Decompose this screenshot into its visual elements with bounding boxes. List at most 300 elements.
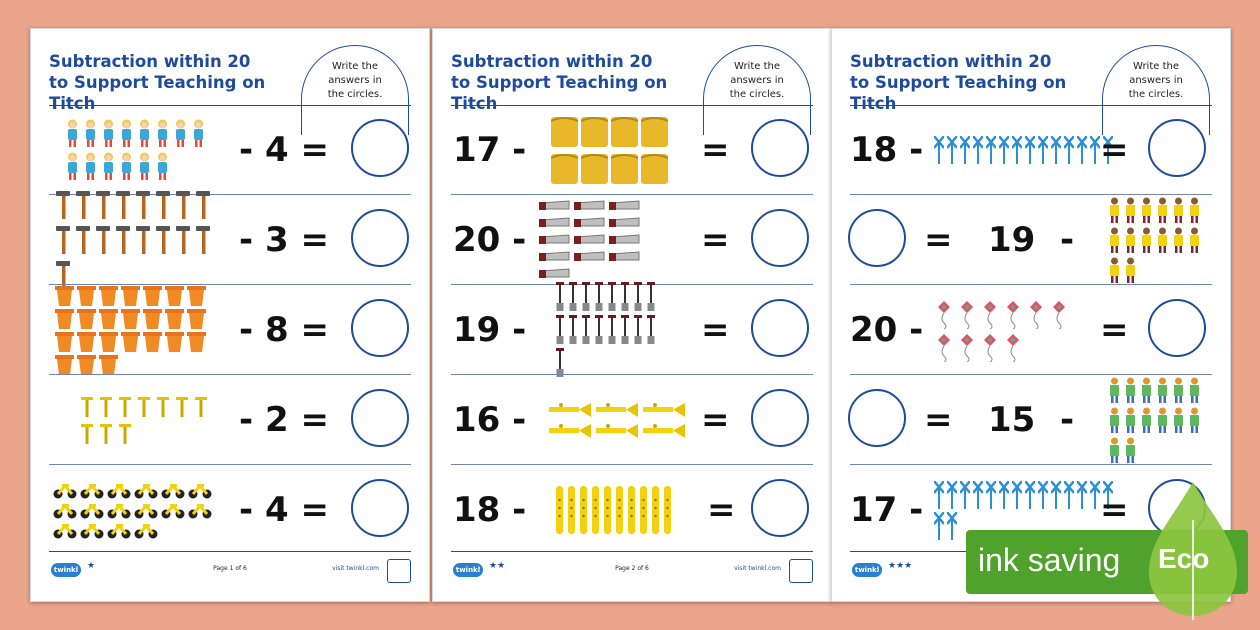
kite-icon <box>1049 299 1069 329</box>
hammer-icon <box>155 189 172 221</box>
child-green-icon <box>1140 407 1153 434</box>
twinkl-logo: twinkl <box>51 563 81 577</box>
difficulty-stars: ★★ <box>489 561 506 571</box>
windmill-icon <box>999 481 1009 509</box>
trumpet-icon <box>641 401 685 419</box>
note-line-2: answers in <box>730 75 784 86</box>
nail-icon <box>155 395 171 419</box>
windmill-pictures <box>934 109 1114 191</box>
kite-icon <box>980 299 1000 329</box>
windmill-icon <box>1012 136 1022 164</box>
doll-icon <box>137 152 152 182</box>
flower-pot-icon <box>55 355 74 375</box>
note-line-2: answers in <box>328 75 382 86</box>
child-green-icon <box>1172 407 1185 434</box>
hay-bale-icon <box>611 115 638 149</box>
doll-icon <box>155 152 170 182</box>
answer-circle[interactable] <box>351 119 409 177</box>
start-number: 18 - <box>850 130 924 170</box>
child-yellow-icon <box>1108 257 1121 284</box>
kite-icon <box>980 332 1000 362</box>
hay-bale-icon <box>551 115 578 149</box>
windmill-icon <box>934 481 944 509</box>
note-line-1: Write the <box>734 61 780 72</box>
child-green-icon <box>1124 437 1137 464</box>
answer-circle[interactable] <box>751 119 809 177</box>
windmill-icon <box>1025 481 1035 509</box>
instruction-note <box>1103 60 1209 102</box>
spade-icon <box>646 315 656 345</box>
doll-pictures <box>65 109 215 191</box>
windmill-icon <box>1025 136 1035 164</box>
flower-pot-icon <box>99 286 118 306</box>
hay-bale-icon <box>581 115 608 149</box>
operator: = <box>1100 310 1129 350</box>
operator: - <box>1060 220 1075 260</box>
spade-icon <box>620 282 630 312</box>
flower-pot-icon <box>99 355 118 375</box>
nail-icon <box>193 395 209 419</box>
problem-row <box>49 195 411 285</box>
kite-icon <box>1003 332 1023 362</box>
child-green-icon <box>1156 407 1169 434</box>
title-line-2: to Support Teaching on Titch <box>451 73 668 113</box>
spade-icon <box>607 282 617 312</box>
saw-icon <box>539 250 571 264</box>
flower-pot-icon <box>143 309 162 329</box>
recorder-icon <box>591 486 600 534</box>
flower-pot-pictures <box>55 289 225 371</box>
tricycle-pictures <box>53 469 225 551</box>
problem-row <box>850 285 1212 375</box>
child-yellow-icon <box>1124 227 1137 254</box>
problem-row <box>451 195 813 285</box>
child-green-icon <box>1140 377 1153 404</box>
trumpet-icon <box>594 422 638 440</box>
quality-badge-icon <box>789 559 813 583</box>
spade-icon <box>581 282 591 312</box>
operator: - 4 = <box>239 130 329 170</box>
hay-bale-icon <box>641 115 668 149</box>
recorder-icon <box>567 486 576 534</box>
child-green-icon <box>1108 437 1121 464</box>
note-line-1: Write the <box>1133 61 1179 72</box>
problem-row <box>49 105 411 195</box>
operator: = <box>1100 490 1129 530</box>
saw-icon <box>574 250 606 264</box>
answer-circle[interactable] <box>751 299 809 357</box>
answer-circle[interactable] <box>351 299 409 357</box>
windmill-icon <box>947 481 957 509</box>
saw-icon <box>574 216 606 230</box>
spade-icon <box>633 282 643 312</box>
operator: - <box>1060 400 1075 440</box>
operator: - 3 = <box>239 220 329 260</box>
spade-pictures <box>555 289 665 371</box>
spade-icon <box>568 282 578 312</box>
windmill-icon <box>1012 481 1022 509</box>
spade-icon <box>607 315 617 345</box>
problem-row <box>451 105 813 195</box>
answer-circle[interactable] <box>751 479 809 537</box>
footer-divider <box>451 551 813 552</box>
note-line-3: the circles. <box>1128 89 1184 100</box>
flower-pot-icon <box>143 332 162 352</box>
hay-bale-icon <box>611 152 638 186</box>
tricycle-icon <box>53 522 77 539</box>
windmill-icon <box>999 136 1009 164</box>
answer-circle[interactable] <box>848 389 906 447</box>
recorder-pictures <box>555 469 695 551</box>
windmill-icon <box>1064 481 1074 509</box>
kite-icon <box>957 332 977 362</box>
kite-icon <box>1003 299 1023 329</box>
hammer-icon <box>55 189 72 221</box>
operator: = <box>707 490 736 530</box>
recorder-icon <box>615 486 624 534</box>
doll-icon <box>119 152 134 182</box>
child-green-icon <box>1124 377 1137 404</box>
windmill-icon <box>1077 481 1087 509</box>
nail-icon <box>136 395 152 419</box>
nail-icon <box>117 422 133 446</box>
child-yellow-icon <box>1140 227 1153 254</box>
title-line-1: Subtraction within 20 <box>850 52 1052 71</box>
problem-row <box>451 375 813 465</box>
problem-row <box>451 285 813 375</box>
child-green-icon <box>1172 377 1185 404</box>
hammer-icon <box>195 189 212 221</box>
tricycle-icon <box>53 502 77 519</box>
tricycle-icon <box>188 502 212 519</box>
spade-icon <box>594 282 604 312</box>
twinkl-logo: twinkl <box>453 563 483 577</box>
hammer-icon <box>95 224 112 256</box>
child-yellow-icon <box>1172 197 1185 224</box>
answer-circle[interactable] <box>351 479 409 537</box>
problem-row <box>49 285 411 375</box>
kite-pictures <box>934 289 1084 371</box>
start-number: 19 <box>988 220 1036 260</box>
hammer-icon <box>155 224 172 256</box>
saw-icon <box>574 233 606 247</box>
flower-pot-icon <box>121 332 140 352</box>
tricycle-icon <box>107 502 131 519</box>
tricycle-icon <box>107 482 131 499</box>
tricycle-icon <box>80 502 104 519</box>
flower-pot-icon <box>55 309 74 329</box>
equals-sign: = <box>924 220 953 260</box>
answer-circle[interactable] <box>848 209 906 267</box>
child-yellow-icon <box>1108 197 1121 224</box>
child-yellow-icon <box>1156 227 1169 254</box>
saw-icon <box>609 216 641 230</box>
flower-pot-icon <box>77 355 96 375</box>
tricycle-icon <box>134 482 158 499</box>
operator: = <box>701 130 730 170</box>
hammer-icon <box>95 189 112 221</box>
recorder-icon <box>555 486 564 534</box>
windmill-icon <box>986 481 996 509</box>
doll-icon <box>101 119 116 149</box>
child-green-icon <box>1188 407 1201 434</box>
nail-icon <box>117 395 133 419</box>
tricycle-icon <box>134 522 158 539</box>
child-green-icon <box>1156 377 1169 404</box>
flower-pot-icon <box>121 286 140 306</box>
answer-circle[interactable] <box>351 389 409 447</box>
child-yellow-icon <box>1124 197 1137 224</box>
operator: - 4 = <box>239 490 329 530</box>
saw-icon <box>609 199 641 213</box>
child-yellow-icon <box>1108 227 1121 254</box>
windmill-icon <box>1077 136 1087 164</box>
operator: = <box>701 310 730 350</box>
recorder-icon <box>663 486 672 534</box>
trumpet-icon <box>547 422 591 440</box>
nail-icon <box>79 422 95 446</box>
title-line-2: to Support Teaching on Titch <box>850 73 1067 113</box>
saw-pictures <box>539 199 669 281</box>
tricycle-icon <box>161 502 185 519</box>
windmill-icon <box>947 512 957 540</box>
hay-bale-icon <box>581 152 608 186</box>
page-number: Page 2 of 6 <box>615 565 649 572</box>
start-number: 18 - <box>453 490 527 530</box>
flower-pot-icon <box>77 309 96 329</box>
child-yellow-pictures <box>1108 199 1214 281</box>
windmill-icon <box>1090 136 1100 164</box>
flower-pot-icon <box>187 286 206 306</box>
hay-bale-pictures <box>551 109 671 191</box>
hammer-icon <box>135 189 152 221</box>
twinkl-logo: twinkl <box>852 563 882 577</box>
start-number: 20 - <box>453 220 527 260</box>
answer-circle[interactable] <box>1148 299 1206 357</box>
note-line-3: the circles. <box>327 89 383 100</box>
windmill-icon <box>986 136 996 164</box>
start-number: 20 - <box>850 310 924 350</box>
title-line-1: Subtraction within 20 <box>49 52 251 71</box>
spade-icon <box>555 282 565 312</box>
trumpet-icon <box>594 401 638 419</box>
hammer-icon <box>175 224 192 256</box>
hammer-icon <box>115 189 132 221</box>
start-number: 19 - <box>453 310 527 350</box>
windmill-icon <box>1051 481 1061 509</box>
child-green-icon <box>1108 407 1121 434</box>
nail-icon <box>174 395 190 419</box>
start-number: 17 - <box>850 490 924 530</box>
nail-icon <box>98 395 114 419</box>
kite-icon <box>934 299 954 329</box>
note-line-1: Write the <box>332 61 378 72</box>
hammer-icon <box>115 224 132 256</box>
hammer-icon <box>75 224 92 256</box>
flower-pot-icon <box>77 332 96 352</box>
hammer-icon <box>75 189 92 221</box>
windmill-icon <box>1038 136 1048 164</box>
recorder-icon <box>639 486 648 534</box>
child-yellow-icon <box>1172 227 1185 254</box>
doll-icon <box>191 119 206 149</box>
doll-icon <box>101 152 116 182</box>
saw-icon <box>539 216 571 230</box>
tricycle-icon <box>134 502 158 519</box>
start-number: 17 - <box>453 130 527 170</box>
flower-pot-icon <box>55 332 74 352</box>
difficulty-stars: ★ <box>87 561 96 571</box>
doll-icon <box>155 119 170 149</box>
operator: - 8 = <box>239 310 329 350</box>
difficulty-stars: ★★★ <box>888 561 913 571</box>
windmill-icon <box>1090 481 1100 509</box>
spade-icon <box>581 315 591 345</box>
doll-icon <box>83 152 98 182</box>
child-green-icon <box>1188 377 1201 404</box>
hammer-icon <box>55 224 72 256</box>
footer-divider <box>49 551 411 552</box>
nail-pictures <box>79 379 209 461</box>
hammer-icon <box>175 189 192 221</box>
quality-badge-icon <box>387 559 411 583</box>
equals-sign: = <box>924 400 953 440</box>
ink-saving-label: ink saving <box>978 542 1121 578</box>
note-line-3: the circles. <box>729 89 785 100</box>
start-number: 16 - <box>453 400 527 440</box>
child-green-icon <box>1124 407 1137 434</box>
instruction-note <box>704 60 810 102</box>
flower-pot-icon <box>165 309 184 329</box>
doll-icon <box>65 119 80 149</box>
tricycle-icon <box>188 482 212 499</box>
operator: - 2 = <box>239 400 329 440</box>
kite-icon <box>957 299 977 329</box>
windmill-icon <box>947 136 957 164</box>
kite-icon <box>1026 299 1046 329</box>
child-green-icon <box>1108 377 1121 404</box>
saw-icon <box>609 250 641 264</box>
windmill-icon <box>1064 136 1074 164</box>
problem-row <box>49 375 411 465</box>
flower-pot-icon <box>187 309 206 329</box>
operator: = <box>1100 130 1129 170</box>
problem-row <box>49 465 411 555</box>
doll-icon <box>83 119 98 149</box>
saw-icon <box>574 199 606 213</box>
page-number: Page 1 of 6 <box>213 565 247 572</box>
problem-row <box>451 465 813 555</box>
problem-row <box>850 375 1212 465</box>
answer-circle[interactable] <box>1148 119 1206 177</box>
title-line-1: Subtraction within 20 <box>451 52 653 71</box>
doll-icon <box>65 152 80 182</box>
title-line-2: to Support Teaching on Titch <box>49 73 266 113</box>
hammer-icon <box>135 224 152 256</box>
start-number: 15 <box>988 400 1036 440</box>
spade-icon <box>555 315 565 345</box>
trumpet-pictures <box>547 379 697 461</box>
visit-link[interactable]: visit twinkl.com <box>734 565 781 572</box>
spade-icon <box>594 315 604 345</box>
windmill-icon <box>973 481 983 509</box>
eco-word: Eco <box>1158 543 1210 574</box>
saw-icon <box>539 233 571 247</box>
tricycle-icon <box>161 482 185 499</box>
windmill-icon <box>1038 481 1048 509</box>
child-yellow-icon <box>1156 197 1169 224</box>
hay-bale-icon <box>551 152 578 186</box>
windmill-icon <box>1051 136 1061 164</box>
recorder-icon <box>627 486 636 534</box>
flower-pot-icon <box>99 332 118 352</box>
spade-icon <box>568 315 578 345</box>
flower-pot-icon <box>143 286 162 306</box>
answer-circle[interactable] <box>351 209 409 267</box>
child-yellow-icon <box>1188 197 1201 224</box>
windmill-icon <box>960 136 970 164</box>
flower-pot-icon <box>99 309 118 329</box>
instruction-note <box>302 60 408 102</box>
flower-pot-icon <box>77 286 96 306</box>
hammer-icon <box>195 224 212 256</box>
recorder-icon <box>579 486 588 534</box>
trumpet-icon <box>547 401 591 419</box>
tricycle-icon <box>53 482 77 499</box>
flower-pot-icon <box>121 309 140 329</box>
tricycle-icon <box>107 522 131 539</box>
problem-row <box>850 195 1212 285</box>
hay-bale-icon <box>641 152 668 186</box>
saw-icon <box>539 267 571 281</box>
child-yellow-icon <box>1140 197 1153 224</box>
operator: = <box>701 400 730 440</box>
spade-icon <box>633 315 643 345</box>
doll-icon <box>173 119 188 149</box>
trumpet-icon <box>641 422 685 440</box>
flower-pot-icon <box>165 286 184 306</box>
spade-icon <box>620 315 630 345</box>
flower-pot-icon <box>55 286 74 306</box>
answer-circle[interactable] <box>751 389 809 447</box>
nail-icon <box>79 395 95 419</box>
nail-icon <box>98 422 114 446</box>
windmill-icon <box>973 136 983 164</box>
visit-link[interactable]: visit twinkl.com <box>332 565 379 572</box>
child-yellow-icon <box>1188 227 1201 254</box>
operator: = <box>701 220 730 260</box>
kite-icon <box>934 332 954 362</box>
child-yellow-icon <box>1124 257 1137 284</box>
saw-icon <box>609 233 641 247</box>
answer-circle[interactable] <box>751 209 809 267</box>
flower-pot-icon <box>165 332 184 352</box>
hammer-pictures <box>55 199 225 281</box>
tricycle-icon <box>80 482 104 499</box>
flower-pot-icon <box>187 332 206 352</box>
doll-icon <box>119 119 134 149</box>
child-green-pictures <box>1108 379 1214 461</box>
windmill-icon <box>934 136 944 164</box>
worksheet-page-1 <box>30 28 430 602</box>
spade-icon <box>646 282 656 312</box>
windmill-icon <box>960 481 970 509</box>
problem-row <box>850 105 1212 195</box>
doll-icon <box>137 119 152 149</box>
note-line-2: answers in <box>1129 75 1183 86</box>
windmill-icon <box>934 512 944 540</box>
recorder-icon <box>651 486 660 534</box>
